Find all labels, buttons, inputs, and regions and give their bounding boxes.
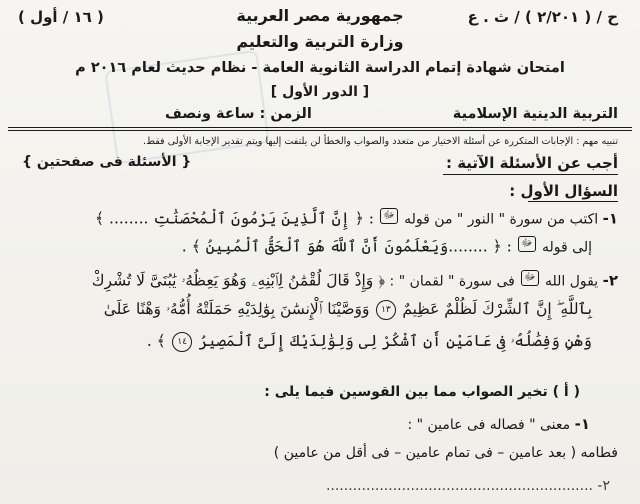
quran-verse: : ﴿ إِنَّ ٱلَّذِينَ يَرْمُونَ ٱلْمُحْصَنَٰتِ ........ ﴾ bbox=[95, 209, 374, 228]
ministry-title: وزارة التربية والتعليم bbox=[236, 32, 404, 51]
subquestion-number: ١- bbox=[574, 415, 590, 433]
question-2-line-3 bbox=[147, 332, 592, 352]
honorific-glyph: ﷻ bbox=[521, 270, 538, 286]
quran-verse: وَوَصَّيْنَا ٱلْإِنسَٰنَ بِوَٰلِدَيْهِ حَمَلَتْهُ أُمُّهُۥ وَهْنًا عَلَىٰ bbox=[103, 300, 370, 318]
next-subquestion-partial: ٢- ............................................................ bbox=[325, 478, 610, 494]
header-divider-thin bbox=[8, 130, 632, 131]
answer-options: فطامه ( بعد عامين – فى تمام عامين – فى أقل من عامين ) bbox=[273, 445, 618, 461]
honorific-glyph: ﷻ bbox=[380, 208, 397, 224]
exam-round: [ الدور الأول ] bbox=[270, 84, 370, 100]
ayah-number-marker: ١٣ bbox=[376, 300, 396, 320]
honorific-glyph: ﷻ bbox=[518, 236, 535, 252]
question-text: يقول الله bbox=[545, 273, 599, 290]
exam-code: ح / ( ٢/٢٠١ ) / ث . ع bbox=[467, 8, 618, 26]
quran-verse: وَهْنٍ وَفِصَٰلُهُۥ فِى عَامَيْنِ أَنِ ٱشْكُرْ لِى وَلِوَٰلِدَيْكَ إِلَىَّ ٱلْمَصِيرُ bbox=[198, 332, 592, 350]
quran-verse: ﴿ وَإِذْ قَالَ لُقْمَٰنُ لِٱبْنِهِۦ وَهُوَ يَعِظُهُۥ يَٰبُنَىَّ لَا تُشْرِكْ bbox=[91, 271, 386, 290]
question-text-mid: فى سورة " لقمان " : bbox=[389, 273, 515, 290]
question-1-line-2 bbox=[182, 236, 592, 256]
important-notice: تنبيه مهم : الإجابات المتكررة عن أسئلة الاختيار من متعدد والصواب والخطأ لن يلتفت إليها ويتم تقدير الإجابة الأولى فقط. bbox=[143, 136, 618, 147]
exam-duration: الزمن : ساعة ونصف bbox=[165, 106, 312, 122]
subject-name: التربية الدينية الإسلامية bbox=[452, 106, 618, 122]
paper-number: ( ١٦ / أول ) bbox=[18, 8, 104, 26]
quran-verse: : ﴿ ........وَيَعْلَمُونَ أَنَّ ٱللَّهَ هُوَ ٱلْحَقُّ ٱلْمُبِينُ ﴾ . bbox=[181, 237, 512, 256]
instruction-underline bbox=[443, 174, 618, 175]
exam-title: امتحان شهادة إتمام الدراسة الثانوية العامة - نظام حديث لعام ٢٠١٦ م bbox=[75, 60, 565, 76]
section-title-underline bbox=[528, 201, 618, 202]
question-text: اكتب من سورة " النور " من قوله bbox=[404, 211, 599, 228]
header-divider bbox=[8, 127, 632, 128]
ayah-number-marker: ١٤ bbox=[172, 332, 192, 352]
question-text: إلى قوله bbox=[542, 239, 592, 256]
question-1-line-1 bbox=[95, 208, 618, 228]
question-2-line-2 bbox=[104, 300, 592, 320]
section-title: السؤال الأول : bbox=[509, 182, 618, 200]
question-number: ١- bbox=[602, 209, 618, 228]
answer-instruction: أجب عن الأسئلة الآتية : bbox=[445, 154, 618, 172]
country-title: جمهورية مصر العربية bbox=[236, 6, 404, 25]
subquestion-choose: ( أ ) تخير الصواب مما بين القوسين فيما يلى : bbox=[264, 384, 580, 400]
pages-note: { الأسئلة فى صفحتين } bbox=[22, 154, 192, 170]
verse-end: ﴾ . bbox=[146, 332, 166, 350]
question-2-line-1 bbox=[92, 270, 618, 291]
question-number: ٢- bbox=[602, 271, 618, 290]
meaning-text: معنى " فصاله فى عامين " : bbox=[407, 417, 571, 433]
subquestion-meaning bbox=[407, 415, 590, 433]
quran-verse: بِٱللَّهِ ۖ إِنَّ ٱلشِّرْكَ لَظُلْمٌ عَظِيمٌ bbox=[402, 300, 592, 318]
